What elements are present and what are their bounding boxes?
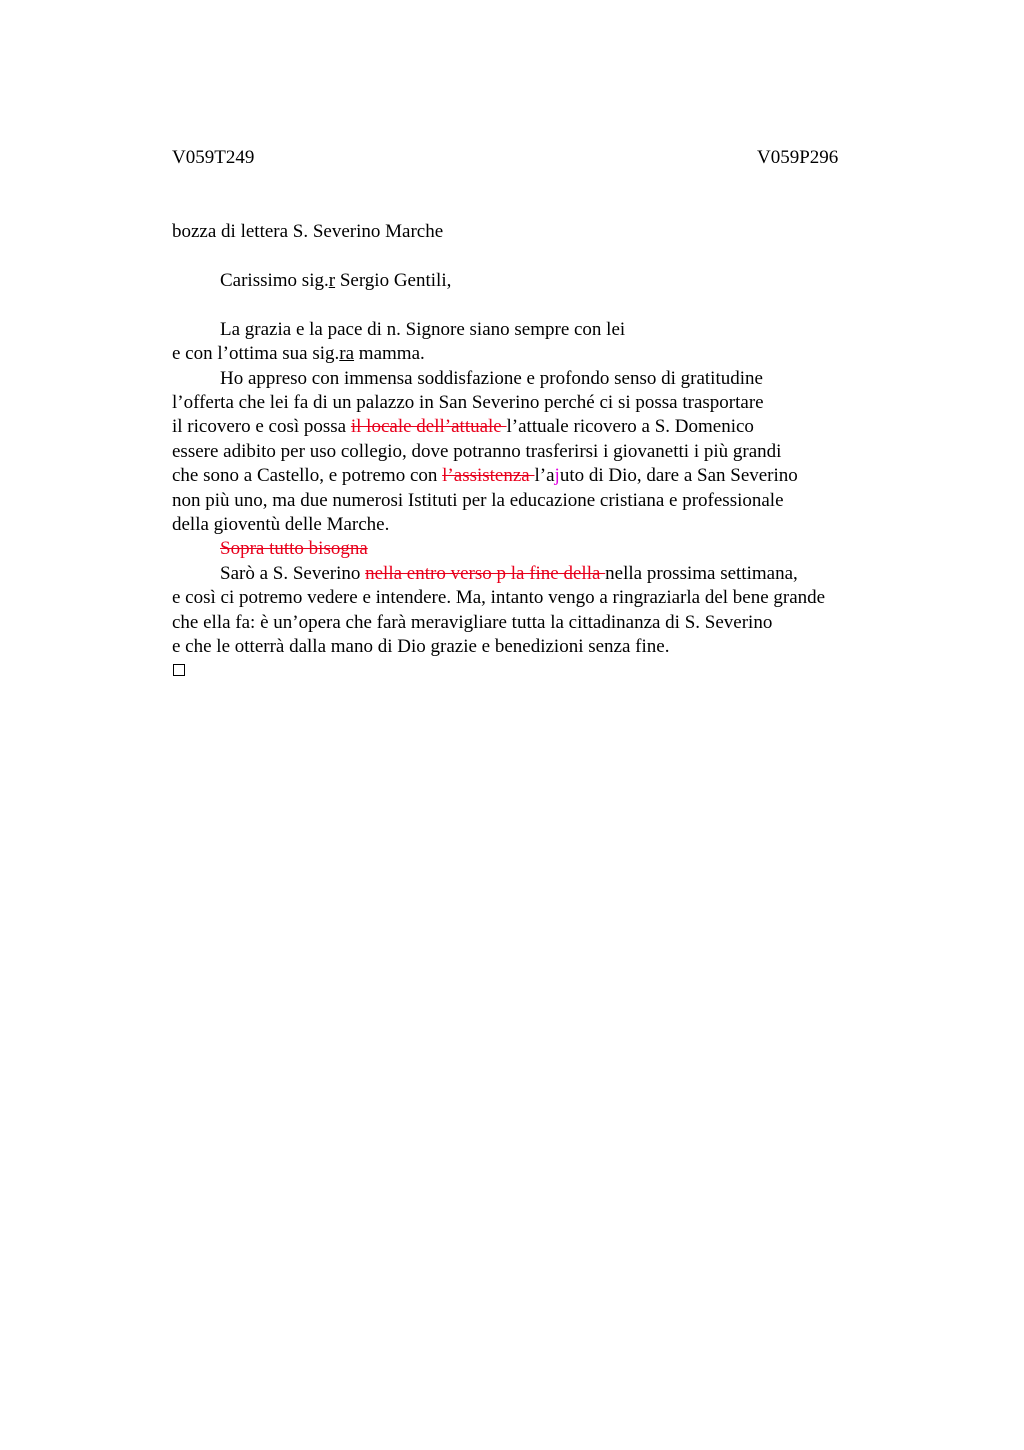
deleted-text: nella entro verso p la fine della (365, 563, 606, 584)
paragraph-line: e così ci potremo vedere e intendere. Ma, intanto vengo a ringraziarla del bene grande (172, 587, 826, 608)
salutation-line (220, 269, 451, 293)
paragraph-line: l’offerta che lei fa di un palazzo in San Severino perché ci si possa trasportare (172, 392, 764, 413)
paragraph-line (220, 562, 798, 586)
paragraph-line: e che le otterrà dalla mano di Dio grazie e benedizioni senza fine. (172, 636, 670, 657)
text-run: l’attuale ricovero a S. Domenico (506, 416, 754, 437)
document-title: bozza di lettera S. Severino Marche (172, 221, 444, 242)
document-code-left: V059T249 (172, 147, 255, 168)
abbr-run: ra (339, 343, 355, 364)
paragraph-line (172, 342, 425, 366)
salutation-text: Carissimo sig. (220, 270, 329, 291)
text-run: uto di Dio, dare a San Severino (559, 465, 798, 486)
paragraph-line: che ella fa: è un’opera che farà meravigliare tutta la cittadinanza di S. Severino (172, 612, 773, 633)
paragraph-line (172, 464, 798, 488)
document-code-right: V059P296 (757, 147, 839, 168)
end-marker-box-icon (173, 664, 185, 676)
salutation-name: Sergio Gentili, (335, 270, 452, 291)
paragraph-line: della gioventù delle Marche. (172, 514, 390, 535)
paragraph-line: non più uno, ma due numerosi Istituti per la educazione cristiana e professionale (172, 490, 784, 511)
paragraph-line: Ho appreso con immensa soddisfazione e profondo senso di gratitudine (220, 368, 763, 389)
text-run: il ricovero e così possa (172, 416, 351, 437)
text-run: Sarò a S. Severino (220, 563, 366, 584)
text-run: l’a (534, 465, 555, 486)
paragraph-line: essere adibito per uso collegio, dove potranno trasferirsi i giovanetti i più grandi (172, 441, 782, 462)
salutation-abbr: r (328, 270, 336, 291)
paragraph-line: La grazia e la pace di n. Signore siano sempre con lei (220, 319, 626, 340)
text-run: mamma. (354, 343, 425, 364)
paragraph-line (172, 415, 754, 439)
text-run: che sono a Castello, e potremo con (172, 465, 443, 486)
inserted-text: j (554, 465, 560, 486)
deleted-line: Sopra tutto bisogna (220, 538, 368, 559)
deleted-text: l’assistenza (442, 465, 535, 486)
text-run: e con l’ottima sua sig. (172, 343, 340, 364)
deleted-text: il locale dell’attuale (350, 416, 507, 437)
text-run: nella prossima settimana, (605, 563, 798, 584)
